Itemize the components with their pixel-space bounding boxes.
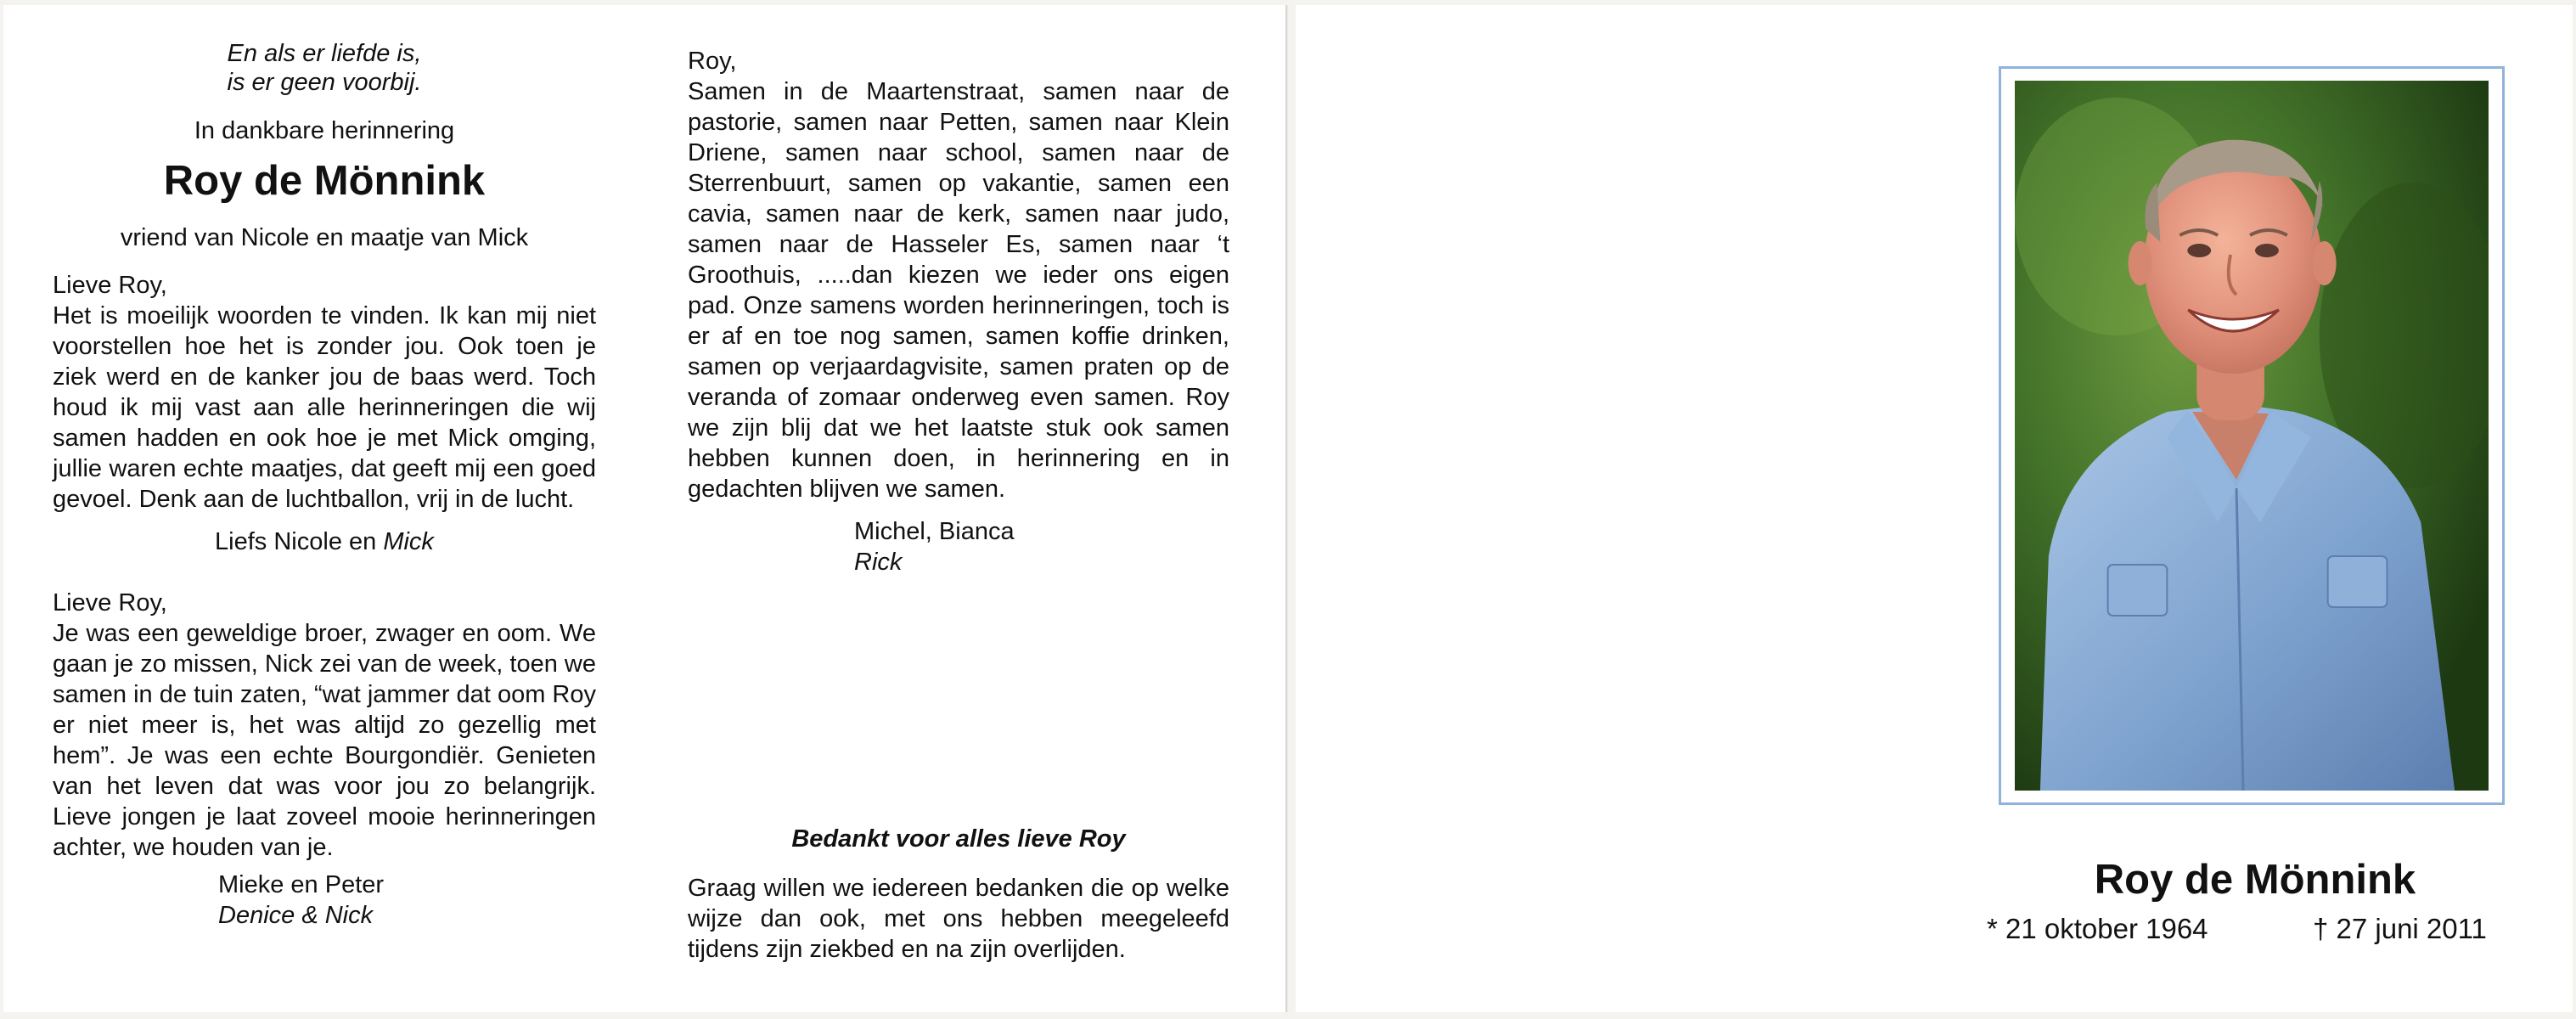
letter-family bbox=[53, 588, 596, 931]
thanks-heading: Bedankt voor alles lieve Roy bbox=[791, 825, 1126, 853]
letter-signature bbox=[53, 526, 596, 557]
signature-line-2: Rick bbox=[854, 549, 903, 576]
letter-greeting: Lieve Roy, bbox=[53, 589, 167, 616]
motto-line-2: is er geen voorbij. bbox=[227, 69, 422, 96]
letter-nicole bbox=[53, 270, 596, 557]
relation-subtitle: vriend van Nicole en maatje van Mick bbox=[120, 224, 529, 251]
death-date: † 27 juni 2011 bbox=[2313, 913, 2487, 944]
right-column bbox=[688, 46, 1229, 965]
letter-greeting: Lieve Roy, bbox=[53, 272, 167, 299]
memorial-card-inside bbox=[3, 5, 1287, 1012]
spacer bbox=[53, 557, 596, 588]
letter-signature bbox=[218, 870, 596, 931]
deceased-name: Roy de Mönnink bbox=[2094, 857, 2416, 903]
letter-greeting: Roy, bbox=[688, 48, 737, 75]
signature-line-1: Michel, Bianca bbox=[854, 518, 1015, 545]
signature-line-2: Denice & Nick bbox=[218, 902, 374, 929]
signature-text: Liefs Nicole en bbox=[215, 528, 377, 555]
memorial-card-front bbox=[1296, 5, 2573, 1012]
portrait-frame bbox=[1999, 66, 2505, 805]
portrait-illustration bbox=[2015, 81, 2489, 791]
letter-michel bbox=[688, 46, 1229, 577]
portrait-photo bbox=[2015, 81, 2489, 791]
signature-line-1: Mieke en Peter bbox=[218, 871, 385, 898]
remembrance-line: In dankbare herinnering bbox=[194, 117, 455, 144]
deceased-name-heading: Roy de Mönnink bbox=[163, 158, 486, 204]
left-column bbox=[53, 39, 596, 931]
motto bbox=[53, 39, 596, 97]
letter-body: Samen in de Maartenstraat, samen naar de pastorie, samen naar Petten, samen naar Klein Driene, samen naar school, samen naar de Sterrenbuurt, samen op vakantie, samen een cavia, samen naar de kerk, samen naar judo, samen naar de Hasseler Es, samen naar ‘t Groothuis, .....dan kiezen we ieder ons eigen pad. Onze samens worden herinneringen, toch is er af en toe nog samen, samen koffie drinken, samen op verjaardagvisite, samen praten op de veranda of zomaar onderweg even samen. Roy we zijn blij dat we het laatste stuk ook samen hebben kunnen doen, in herinnering en in gedachten blijven we samen. bbox=[688, 78, 1229, 503]
birth-date: * 21 oktober 1964 bbox=[1987, 913, 2208, 944]
letter-signature bbox=[854, 516, 1229, 577]
letter-body: Het is moeilijk woorden te vinden. Ik kan mij niet voorstellen hoe het is zonder jou. Ook toen je ziek werd en de kanker jou de baas werd. Toch houd ik mij vast aan alle herinneringen die wij samen hadden en ook hoe je met Mick omging, jullie waren echte maatjes, dat geeft mij een goed gevoel. Denk aan de luchtballon, vrij in de lucht. bbox=[53, 302, 596, 513]
motto-line-1: En als er liefde is, bbox=[227, 40, 422, 67]
thanks-body: Graag willen we iedereen bedanken die op welke wijze dan ook, met ons hebben meegeleefd tijdens zijn ziekbed en na zijn overlijden. bbox=[688, 875, 1229, 963]
signature-name-italic: Mick bbox=[383, 528, 434, 555]
letter-body: Je was een geweldige broer, zwager en oom. We gaan je zo missen, Nick zei van de week, toen we samen in de tuin zaten, “wat jammer dat oom Roy er niet meer is, het was altijd zo gezellig met hem”. Je was een echte Bourgondiër. Genieten van het leven dat was voor jou zo belangrijk. Lieve jongen je laat zoveel mooie herinneringen achter, we houden van je. bbox=[53, 620, 596, 861]
